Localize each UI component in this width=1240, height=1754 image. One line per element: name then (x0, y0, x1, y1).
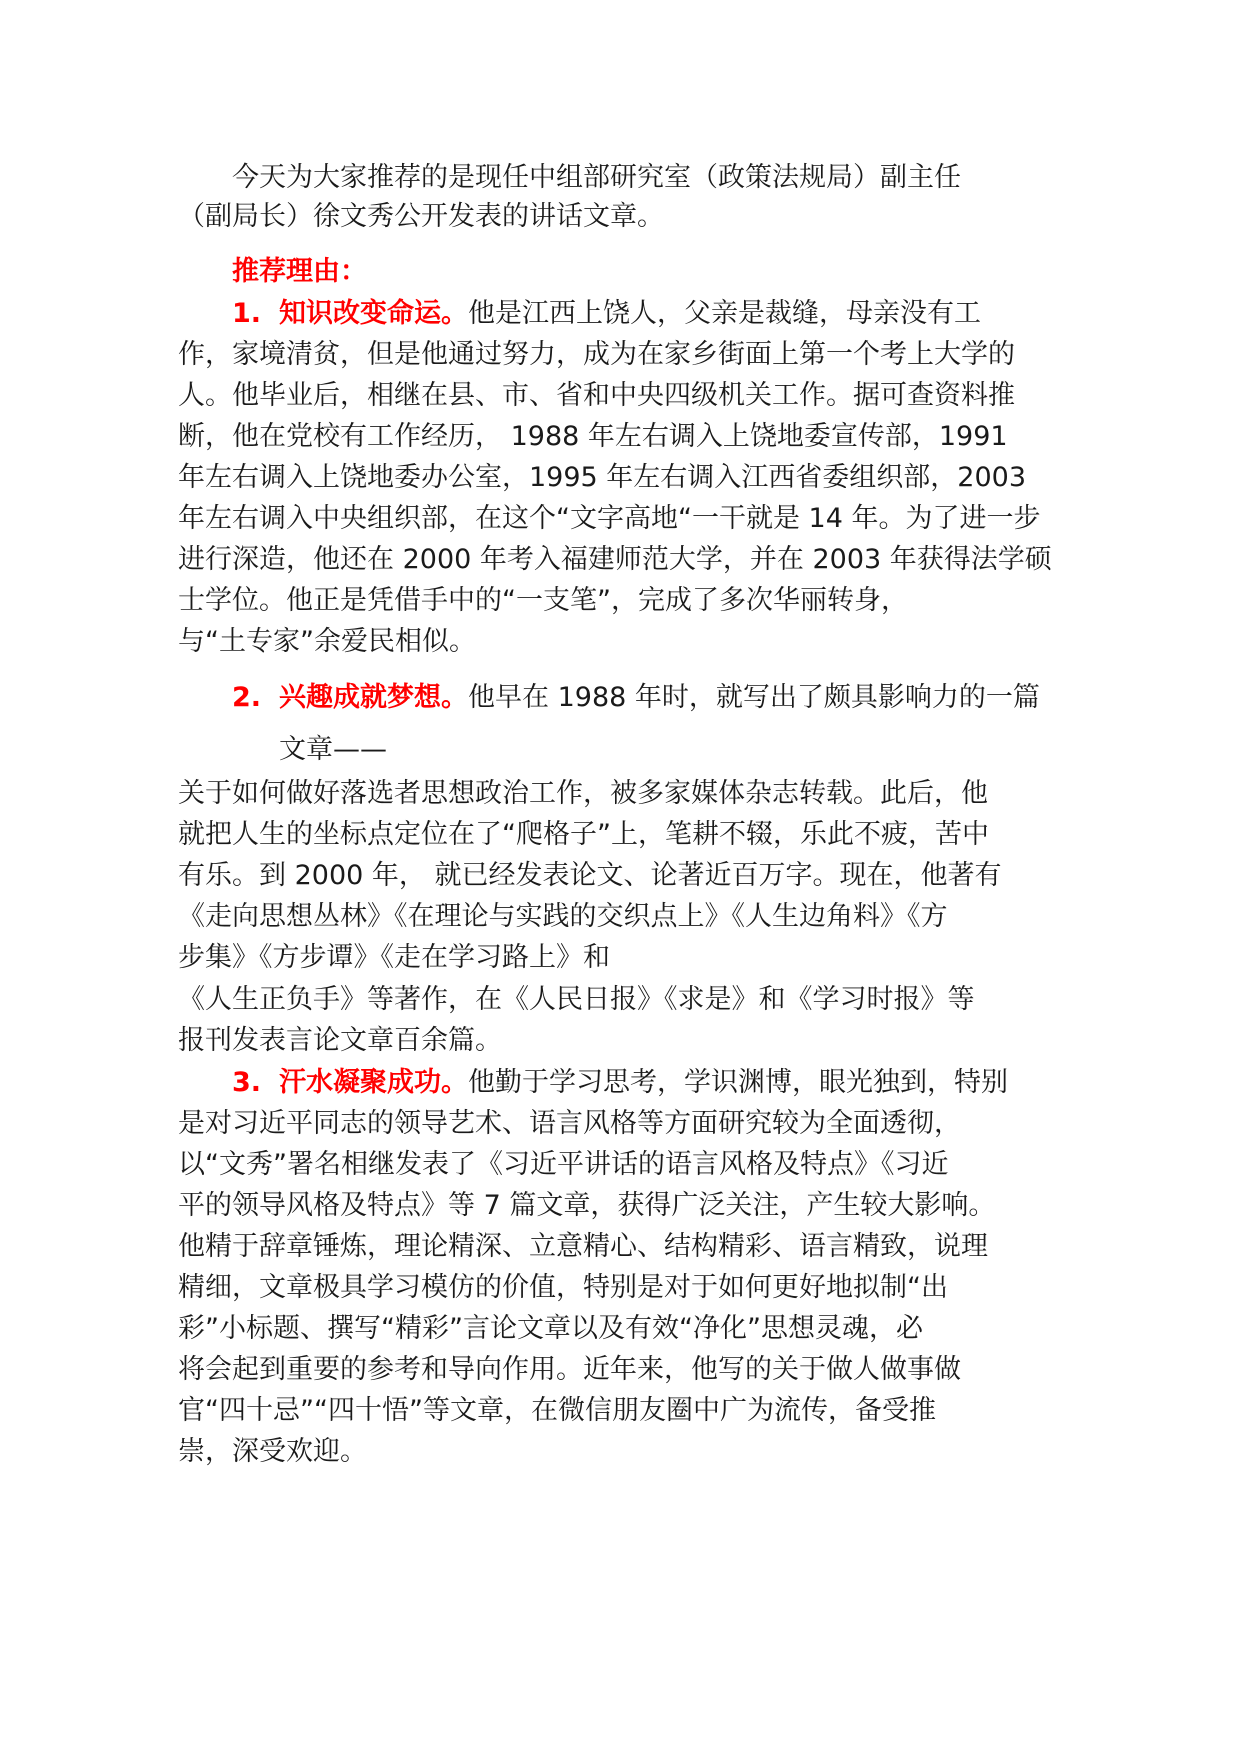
reason-1-line: 年左右调入中央组织部，在这个“文字高地“一干就是 14 年。为了进一步 (178, 503, 1041, 534)
reason-1-line: 他是江西上饶人，父亲是裁缝，母亲没有工 (468, 298, 981, 329)
reason-2-line: 关于如何做好落选者思想政治工作，被多家媒体杂志转载。此后，他 (178, 778, 988, 809)
reason-2-line: 《走向思想丛林》《在理论与实践的交织点上》《人生边角料》《方 (178, 901, 948, 932)
reason-2-line: 《人生正负手》等著作，在《人民日报》《求是》和《学习时报》等 (178, 984, 975, 1015)
reason-1-line: 作，家境清贫，但是他通过努力，成为在家乡街面上第一个考上大学的 (178, 339, 1015, 370)
reason-2-line: 步集》《方步谭》《走在学习路上》和 (178, 942, 610, 973)
reason-2-title: 兴趣成就梦想。 (279, 682, 468, 713)
reason-1-line: 断，他在党校有工作经历， 1988 年左右调入上饶地委宣传部，1991 (178, 421, 1008, 452)
reason-2-line: 有乐。到 2000 年， 就已经发表论文、论著近百万字。现在，他著有 (178, 860, 1002, 891)
reason-3-line: 是对习近平同志的领导艺术、语言风格等方面研究较为全面透彻， (178, 1108, 961, 1139)
reason-2-line: 报刊发表言论文章百余篇。 (178, 1025, 502, 1056)
reason-3-line: 将会起到重要的参考和导向作用。近年来，他写的关于做人做事做 (178, 1354, 961, 1385)
reason-2-line: 他早在 1988 年时，就写出了颇具影响力的一篇 (468, 682, 1040, 713)
intro-line-1: 今天为大家推荐的是现任中组部研究室（政策法规局）副主任 (232, 162, 961, 193)
reason-3-number: 3. (232, 1067, 262, 1098)
reason-3-title: 汗水凝聚成功。 (279, 1067, 468, 1098)
reason-3-line: 官“四十忌”“四十悟”等文章，在微信朋友圈中广为流传，备受推 (178, 1395, 936, 1426)
reason-1-first-line (232, 300, 981, 327)
reason-1-line: 与“土专家”余爱民相似。 (178, 626, 476, 657)
reason-1-line: 人。他毕业后，相继在县、市、省和中央四级机关工作。据可查资料推 (178, 380, 1015, 411)
reason-3-line: 以“文秀”署名相继发表了《习近平讲话的语言风格及特点》《习近 (178, 1149, 949, 1180)
reason-3-line: 精细，文章极具学习模仿的价值，特别是对于如何更好地拟制“出 (178, 1272, 948, 1303)
reason-2-line: 文章—— (279, 734, 387, 765)
reason-2-line: 就把人生的坐标点定位在了“爬格子”上，笔耕不辍，乐此不疲，苦中 (178, 819, 989, 850)
reason-1-number: 1. (232, 298, 262, 329)
reason-3-first-line (232, 1069, 1008, 1096)
reason-2-first-line (232, 684, 1040, 711)
reason-3-line: 彩”小标题、撰写“精彩”言论文章以及有效“净化”思想灵魂，必 (178, 1313, 923, 1344)
reason-3-line: 他勤于学习思考，学识渊博，眼光独到，特别 (468, 1067, 1008, 1098)
reason-3-line: 他精于辞章锤炼，理论精深、立意精心、结构精彩、语言精致，说理 (178, 1231, 988, 1262)
reason-1-line: 年左右调入上饶地委办公室，1995 年左右调入江西省委组织部，2003 (178, 462, 1027, 493)
reason-3-line: 平的领导风格及特点》等 7 篇文章，获得广泛关注，产生较大影响。 (178, 1190, 996, 1221)
reason-3-line: 崇，深受欢迎。 (178, 1436, 367, 1467)
recommend-heading: 推荐理由： (232, 256, 367, 287)
reason-1-line: 士学位。他正是凭借手中的“一支笔”，完成了多次华丽转身， (178, 585, 908, 616)
intro-line-2: （副局长）徐文秀公开发表的讲话文章。 (178, 201, 664, 232)
reason-2-number: 2. (232, 682, 262, 713)
reason-1-line: 进行深造，他还在 2000 年考入福建师范大学，并在 2003 年获得法学硕 (178, 544, 1052, 575)
reason-1-title: 知识改变命运。 (279, 298, 468, 329)
